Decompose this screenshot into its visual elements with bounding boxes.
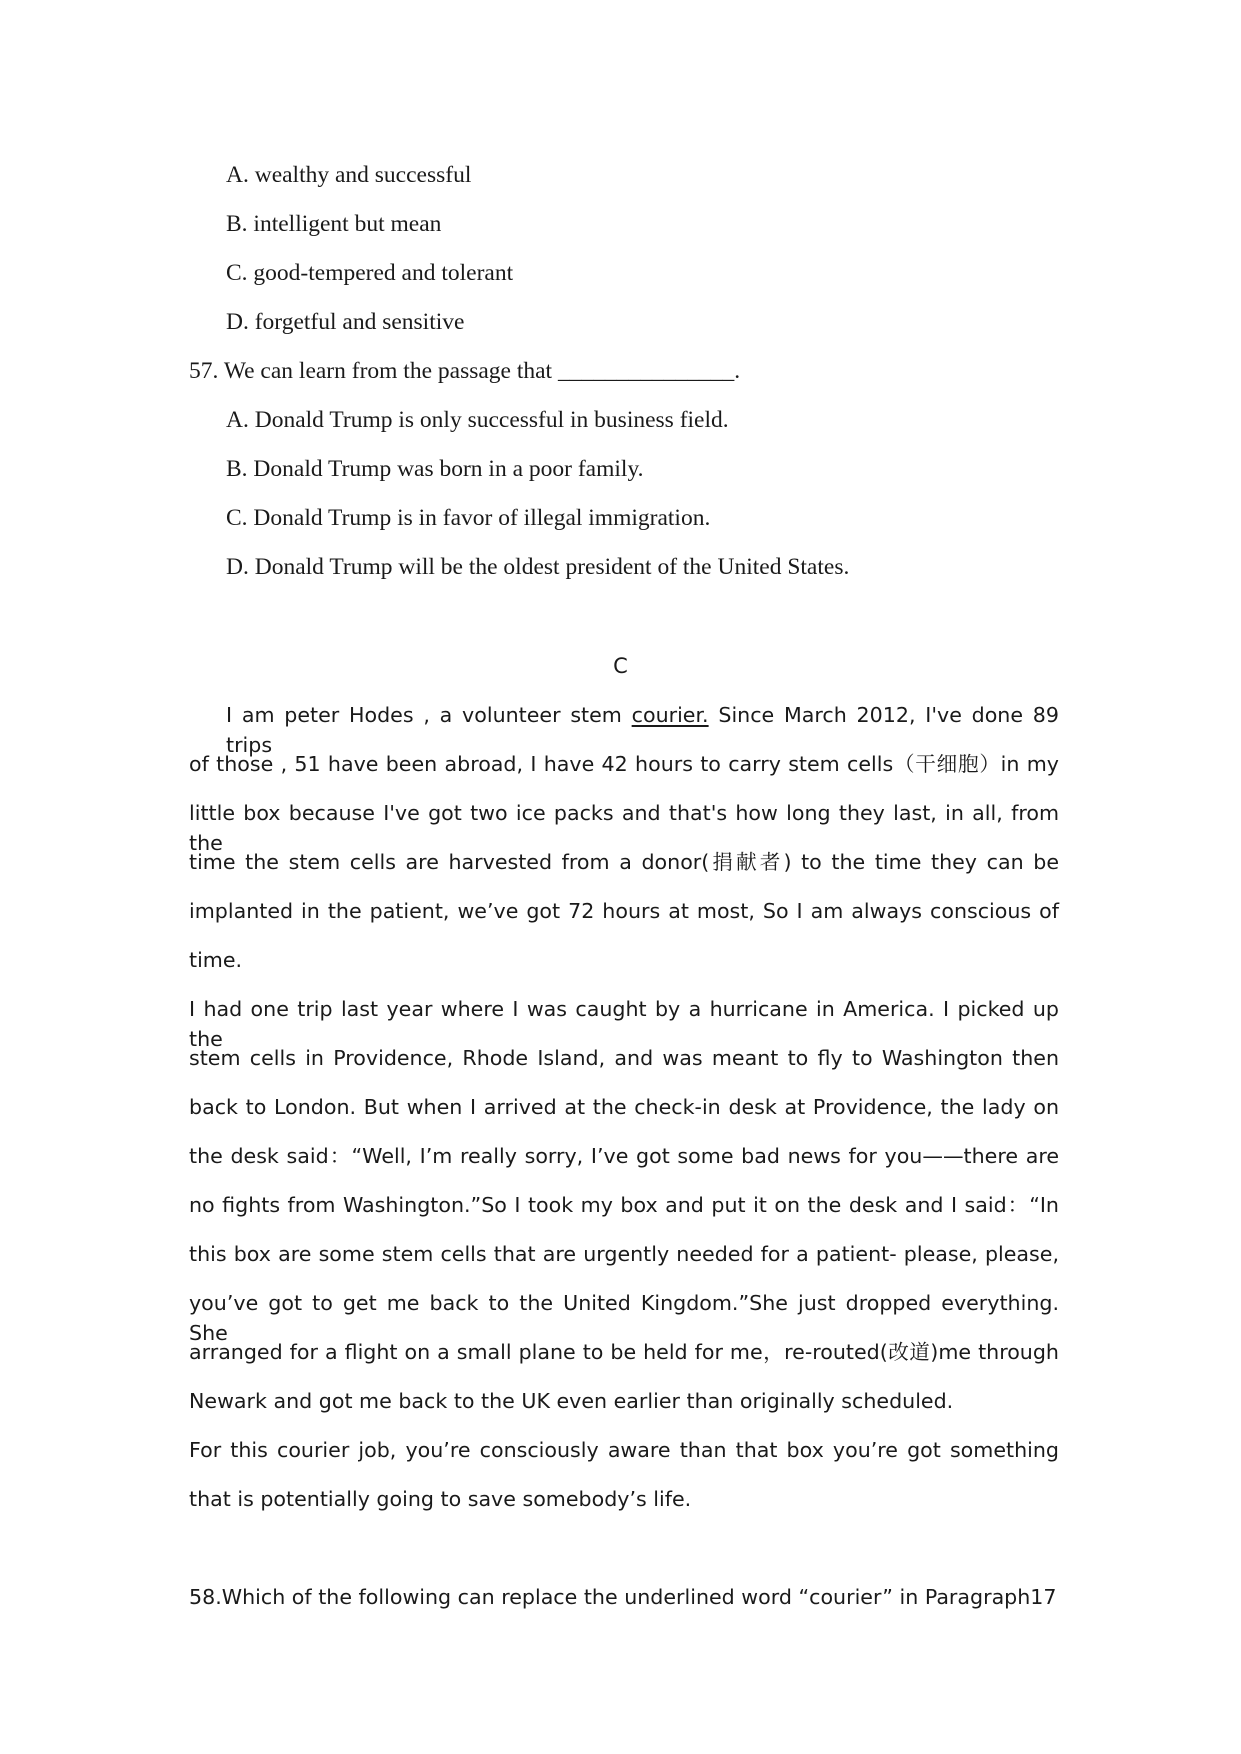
q56-option-b: B. intelligent but mean: [226, 211, 442, 237]
q57-option-d: D. Donald Trump will be the oldest president of the United States.: [226, 554, 850, 580]
q57-stem: 57. We can learn from the passage that _______________.: [189, 358, 741, 384]
p1-text-after: Since March 2012, I've done 89 trips: [226, 703, 1060, 757]
paragraph-2-line-7: you’ve got to get me back to the United Kingdom.”She just dropped everything. She: [189, 1291, 1059, 1345]
section-title: C: [613, 654, 628, 678]
paragraph-2-line-4: the desk said：“Well, I’m really sorry, I’ve got some bad news for you——there are: [189, 1144, 1059, 1168]
q56-option-a: A. wealthy and successful: [226, 162, 472, 188]
paragraph-3-line-1: For this courier job, you’re consciously aware than that box you’re got something: [189, 1438, 1059, 1462]
paragraph-1-line-5: implanted in the patient, we’ve got 72 hours at most, So I am always conscious of: [189, 899, 1059, 923]
paragraph-2-line-3: back to London. But when I arrived at the check-in desk at Providence, the lady on: [189, 1095, 1059, 1119]
paragraph-2-line-1: I had one trip last year where I was caught by a hurricane in America. I picked up the: [189, 997, 1059, 1051]
paragraph-1-line-1: [226, 700, 1060, 757]
q58-stem: 58.Which of the following can replace the underlined word “courier” in Paragraph17: [189, 1585, 1057, 1609]
paragraph-2-line-2: stem cells in Providence, Rhode Island, and was meant to fly to Washington then: [189, 1046, 1059, 1070]
underlined-word-courier: courier.: [631, 703, 709, 727]
paragraph-2-line-9: Newark and got me back to the UK even earlier than originally scheduled.: [189, 1389, 954, 1413]
paragraph-1-line-4: time the stem cells are harvested from a donor(捐献者) to the time they can be: [189, 850, 1059, 874]
p1-text-before: I am peter Hodes , a volunteer stem: [226, 703, 632, 727]
paragraph-2-line-6: this box are some stem cells that are urgently needed for a patient- please, please,: [189, 1242, 1059, 1266]
paragraph-1-line-2: of those , 51 have been abroad, I have 42 hours to carry stem cells（干细胞）in my: [189, 752, 1059, 776]
paragraph-2-line-8: arranged for a flight on a small plane to be held for me，re-routed(改道)me through: [189, 1340, 1059, 1364]
paragraph-3-line-2: that is potentially going to save somebody’s life.: [189, 1487, 692, 1511]
paragraph-2-line-5: no fights from Washington.”So I took my box and put it on the desk and I said：“In: [189, 1193, 1059, 1217]
q56-option-d: D. forgetful and sensitive: [226, 309, 465, 335]
q56-option-c: C. good-tempered and tolerant: [226, 260, 514, 286]
paragraph-1-line-6: time.: [189, 948, 243, 972]
paragraph-1-line-3: little box because I've got two ice packs and that's how long they last, in all, from the: [189, 801, 1059, 855]
q57-option-b: B. Donald Trump was born in a poor family.: [226, 456, 644, 482]
q57-option-c: C. Donald Trump is in favor of illegal immigration.: [226, 505, 711, 531]
q57-option-a: A. Donald Trump is only successful in business field.: [226, 407, 729, 433]
